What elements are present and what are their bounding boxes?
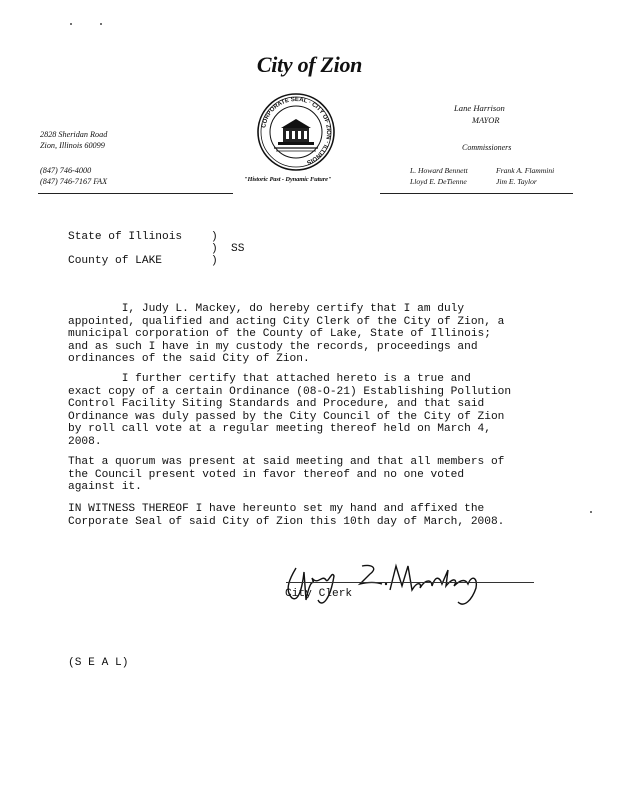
- body-line: by roll call vote at a regular meeting thereof held on March 4,: [68, 423, 491, 436]
- body-line: That a quorum was present at said meeting and that all members of: [68, 456, 505, 468]
- body-line: Corporate Seal of said City of Zion this 10th day of March, 2008.: [68, 515, 505, 528]
- body-line: appointed, qualified and acting City Clerk of the City of Zion, a: [68, 315, 505, 328]
- letterhead-rule-left: [38, 193, 233, 194]
- body-line: I, Judy L. Mackey, do hereby certify that I am duly: [68, 303, 465, 315]
- letterhead-rule-right: [380, 193, 573, 194]
- body-line: I further certify that attached hereto is a true and: [68, 373, 471, 385]
- body-line: Ordinance was duly passed by the City Council of the City of Zion: [68, 410, 505, 423]
- handwritten-signature: [282, 560, 542, 610]
- address-line-1: 2828 Sheridan Road: [40, 130, 108, 139]
- address-line-2: Zion, Illinois 60099: [40, 141, 105, 150]
- caption-bracket: ): [211, 231, 218, 243]
- caption-ss: SS: [231, 243, 245, 255]
- commissioner-name: Lloyd E. DeTienne: [410, 177, 467, 186]
- commissioners-label: Commissioners: [462, 143, 512, 152]
- body-line: and as such I have in my custody the records, proceedings and: [68, 340, 478, 353]
- mayor-title: MAYOR: [472, 116, 500, 125]
- body-line: ordinances of the said City of Zion.: [68, 353, 310, 366]
- body-line: Control Facility Siting Standards and Procedure, and that said: [68, 398, 485, 411]
- certification-paragraph-2: [68, 373, 548, 449]
- city-motto: "Historic Past - Dynamic Future": [244, 176, 332, 183]
- witness-lead: IN WITNESS THEREOF: [68, 503, 189, 515]
- signature-line: [286, 582, 534, 583]
- commissioner-name: Frank A. Flammini: [496, 166, 555, 175]
- scan-speck: [70, 23, 72, 25]
- scan-speck: [100, 23, 102, 25]
- body-line: municipal corporation of the County of Lake, State of Illinois;: [68, 328, 491, 341]
- caption-bracket: ): [211, 243, 218, 255]
- commissioner-name: Jim E. Taylor: [496, 177, 537, 186]
- caption-state: State of Illinois: [68, 231, 183, 243]
- commissioner-name: L. Howard Bennett: [410, 166, 468, 175]
- caption-county: County of LAKE: [68, 255, 162, 267]
- fax-number: (847) 746-7167 FAX: [40, 177, 108, 186]
- body-line: [68, 503, 548, 516]
- city-title: City of Zion: [256, 52, 363, 77]
- body-line: 2008.: [68, 435, 102, 448]
- signer-title: City Clerk: [285, 588, 353, 600]
- witness-paragraph: [68, 503, 548, 528]
- certification-paragraph-1: [68, 303, 548, 366]
- witness-rest: I have hereunto set my hand and affixed the: [188, 503, 485, 515]
- body-line: the Council present voted in favor thereof and no one voted: [68, 468, 465, 481]
- city-seal-icon: [256, 92, 336, 172]
- caption-bracket: ): [211, 255, 218, 267]
- body-line: exact copy of a certain Ordinance (08-O-21) Establishing Pollution: [68, 385, 512, 398]
- phone-number: (847) 746-4000: [40, 166, 92, 175]
- quorum-paragraph: [68, 456, 548, 494]
- mayor-name: Lane Harrison: [454, 103, 505, 113]
- scan-speck: [590, 511, 592, 513]
- seal-ring-text: CORPORATE SEAL · CITY OF ZION · ILLINOIS: [261, 96, 332, 165]
- seal-mark: (S E A L): [68, 657, 129, 669]
- body-line: against it.: [68, 481, 142, 494]
